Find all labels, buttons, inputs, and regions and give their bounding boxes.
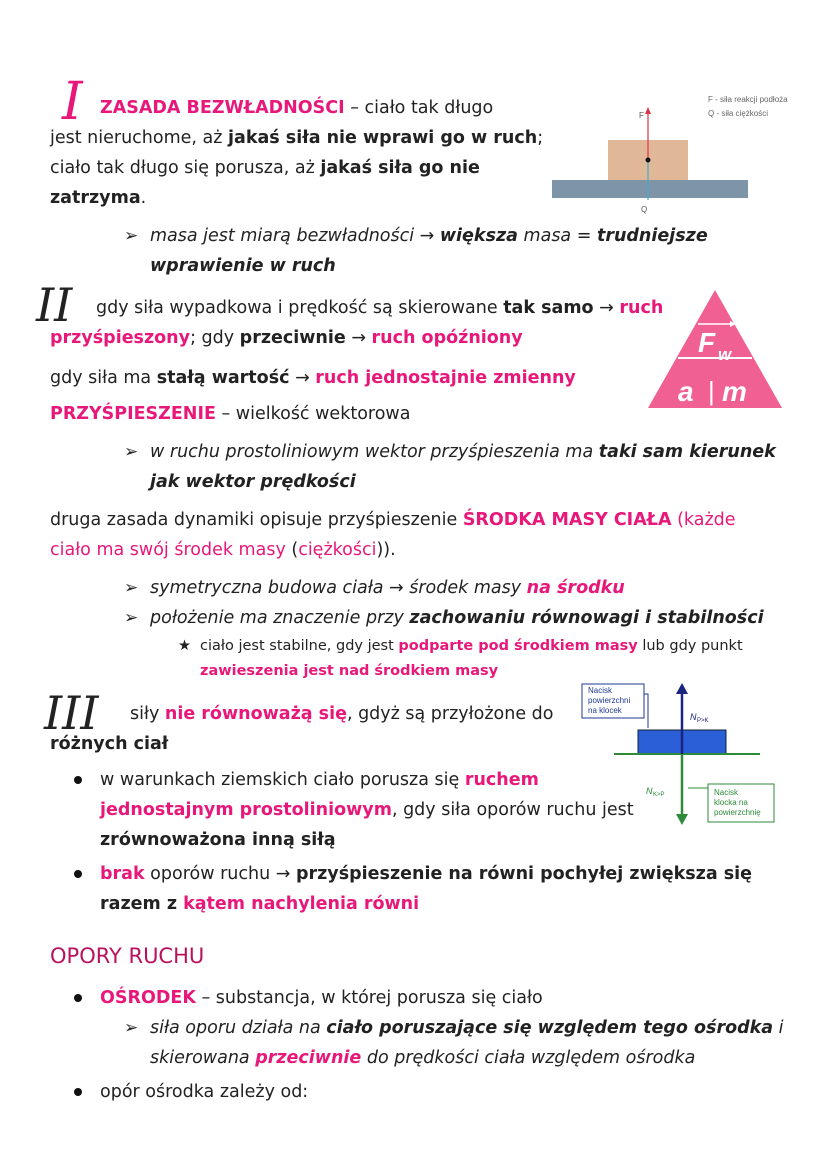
arrow-bullet-icon: ➢ — [124, 442, 139, 462]
text: )). — [376, 540, 396, 560]
text: siła oporu działa na — [150, 1018, 327, 1038]
text-pink: ciało ma swój środek masy — [50, 540, 286, 560]
text: ciało tak długo się porusza, aż — [50, 158, 321, 178]
law-one-line-4 — [50, 186, 146, 210]
mass-symbol: m — [722, 376, 747, 407]
text-bold: jakaś siła nie wprawi go w ruch — [228, 128, 538, 148]
stability-line-1 — [200, 635, 743, 657]
text-highlight: nie równoważą się — [164, 704, 347, 724]
center-of-mass-bullet-1 — [150, 576, 625, 600]
text-bold: stałą wartość — [156, 368, 290, 388]
n-k-p-label: N — [646, 786, 653, 796]
star-bullet-icon: ★ — [178, 638, 191, 654]
arrow-bullet-icon: ➢ — [124, 226, 139, 246]
text: w ruchu prostoliniowym wektor przyśpieszenia ma — [150, 442, 599, 462]
callout-bottom-line-1: Nacisk — [714, 788, 739, 797]
resistance-bullet-line-1 — [150, 1016, 784, 1040]
text: → — [345, 328, 372, 348]
acceleration-heading: PRZYŚPIESZENIE — [50, 404, 216, 424]
law-two-line-3 — [50, 366, 576, 390]
text-bold: ciało poruszające się względem tego ośrodka — [326, 1018, 774, 1038]
law-three-bullet-1-line-2 — [100, 798, 634, 822]
text-bold: trudniejsze — [596, 226, 708, 246]
law-one-line-1 — [100, 96, 493, 120]
bullet-dot — [74, 870, 82, 878]
bullet-dot — [74, 776, 82, 784]
law-three-bullet-1-line-3: zrównoważona inną siłą — [100, 830, 336, 850]
force-symbol: F — [698, 327, 716, 358]
arrow-bullet-icon: ➢ — [124, 1018, 139, 1038]
text: , gdyż są przyłożone do — [346, 704, 554, 724]
bullet-dot — [74, 1088, 82, 1096]
callout-top-line-2: powierzchni — [588, 696, 631, 705]
figure-legend-reaction: F - siła reakcji podłoża — [708, 95, 788, 104]
text-bold: zachowaniu równowagi i stabilności — [409, 608, 764, 628]
law-three-bullet-2-line-2 — [100, 892, 419, 916]
block-forces-figure — [548, 88, 788, 223]
law-two-line-1 — [96, 296, 663, 320]
n-p-k-label: N — [690, 712, 697, 722]
text-bold: jakaś siła go nie — [320, 158, 480, 178]
text-bold: tak samo — [503, 298, 594, 318]
center-of-mass-bullet-2 — [150, 606, 764, 630]
text: , gdy siła oporów ruchu jest — [391, 800, 634, 820]
callout-top-line-3: na klocek — [588, 706, 622, 715]
text: masa jest miarą bezwładności → — [150, 226, 440, 246]
roman-numeral-one: I — [62, 72, 83, 132]
roman-numeral-three: III — [44, 686, 99, 740]
text: ciało jest stabilne, gdy jest — [200, 638, 399, 654]
text: ; gdy — [190, 328, 240, 348]
law-three-bullet-2-line-1 — [100, 862, 752, 886]
section-heading-resistance: OPORY RUCHU — [50, 944, 205, 968]
text: w warunkach ziemskich ciało porusza się — [100, 770, 465, 790]
text-highlight: ruch jednostajnie zmienny — [315, 368, 576, 388]
triangle-separator: | — [708, 376, 715, 406]
reaction-label: F — [639, 111, 644, 120]
stability-line-2: zawieszenia jest nad środkiem masy — [200, 663, 499, 679]
gravity-label: Q — [641, 205, 648, 214]
callout-top-line-1: Nacisk — [588, 686, 613, 695]
text-bold: przeciwnie — [239, 328, 346, 348]
normal-force-up-head — [676, 683, 688, 694]
bullet-dot — [74, 994, 82, 1002]
normal-force-down-head — [676, 814, 688, 825]
law-three-line-1 — [130, 702, 553, 726]
reaction-arrowhead — [645, 107, 651, 114]
text: skierowana — [150, 1048, 256, 1068]
second-law-line-1 — [50, 508, 736, 532]
text-bold: taki sam kierunek — [598, 442, 776, 462]
force-subscript: w — [718, 345, 732, 364]
law-one-title: ZASADA BEZWŁADNOŚCI — [100, 98, 345, 118]
law-two-line-2 — [50, 326, 523, 350]
text-bold: razem z — [100, 894, 184, 914]
medium-definition — [100, 986, 543, 1010]
text: ( — [285, 540, 299, 560]
text: oporów ruchu → — [144, 864, 296, 884]
law-three-line-2: różnych ciał — [50, 734, 169, 754]
inertia-bullet-line-1 — [150, 224, 708, 248]
text-bold: zatrzyma — [50, 188, 141, 208]
callout-top-pointer — [644, 694, 648, 728]
n-k-p-subscript: K>P — [653, 792, 665, 798]
text: – ciało tak długo — [344, 98, 494, 118]
text: → — [593, 298, 620, 318]
arrow-bullet-icon: ➢ — [124, 608, 139, 628]
text-highlight: ruchem — [464, 770, 539, 790]
text-bold: większa — [439, 226, 518, 246]
inertia-bullet-line-2: wprawienie w ruch — [150, 256, 336, 276]
text: → — [289, 368, 316, 388]
law-two-line-4 — [50, 402, 410, 426]
text-highlight: OŚRODEK — [100, 988, 196, 1008]
arrow-bullet-icon: ➢ — [124, 578, 139, 598]
text-highlight: na środku — [526, 578, 625, 598]
center-of-mass-dot — [646, 158, 651, 163]
text: gdy siła ma — [50, 368, 157, 388]
text-highlight: brak — [100, 864, 145, 884]
text: druga zasada dynamiki opisuje przyśpieszenie — [50, 510, 463, 530]
text: gdy siła wypadkowa i prędkość są skierowane — [96, 298, 504, 318]
text: siły — [130, 704, 165, 724]
law-three-bullet-1-line-1 — [100, 768, 539, 792]
newton-triangle — [644, 286, 786, 412]
text-highlight: jednostajnym prostoliniowym — [100, 800, 392, 820]
text-highlight: podparte pod środkiem masy — [398, 638, 638, 654]
text: – wielkość wektorowa — [215, 404, 411, 424]
text: ; — [537, 128, 544, 148]
law-one-line-3 — [50, 156, 480, 180]
text: lub gdy punkt — [637, 638, 743, 654]
acceleration-bullet-line-2: jak wektor prędkości — [150, 472, 356, 492]
text: – substancja, w której porusza się ciało — [195, 988, 543, 1008]
text-highlight: ruch opóźniony — [371, 328, 523, 348]
text-pink: (każde — [671, 510, 736, 530]
text-pink: ciężkości — [298, 540, 377, 560]
n-p-k-subscript: P>K — [697, 718, 709, 724]
callout-bottom-line-3: powierzchnię — [714, 808, 761, 817]
resistance-bullet-line-2 — [150, 1046, 695, 1070]
roman-numeral-two: II — [36, 278, 73, 332]
surface — [552, 180, 748, 198]
text: położenie ma znaczenie przy — [150, 608, 410, 628]
text: masa = — [517, 226, 597, 246]
text: do prędkości ciała względem ośrodka — [361, 1048, 696, 1068]
text-highlight: przeciwnie — [255, 1048, 362, 1068]
resistance-depends-on: opór ośrodka zależy od: — [100, 1082, 309, 1102]
text: . — [140, 188, 147, 208]
text: i — [773, 1018, 784, 1038]
callout-bottom-line-2: klocka na — [714, 798, 748, 807]
text-bold: przyśpieszenie na równi pochyłej zwiększa się — [295, 864, 753, 884]
second-law-line-2 — [50, 538, 396, 562]
law-one-line-2 — [50, 126, 543, 150]
text-highlight: ruch — [619, 298, 664, 318]
text-highlight: ŚRODKA MASY CIAŁA — [462, 510, 672, 530]
figure-legend-gravity: Q - siła ciężkości — [708, 109, 769, 118]
text-highlight: przyśpieszony — [50, 328, 191, 348]
text: symetryczna budowa ciała → środek masy — [150, 578, 527, 598]
acceleration-symbol: a — [678, 376, 694, 407]
text: jest nieruchome, aż — [50, 128, 229, 148]
text-highlight: kątem nachylenia równi — [183, 894, 420, 914]
acceleration-bullet-line-1 — [150, 440, 776, 464]
